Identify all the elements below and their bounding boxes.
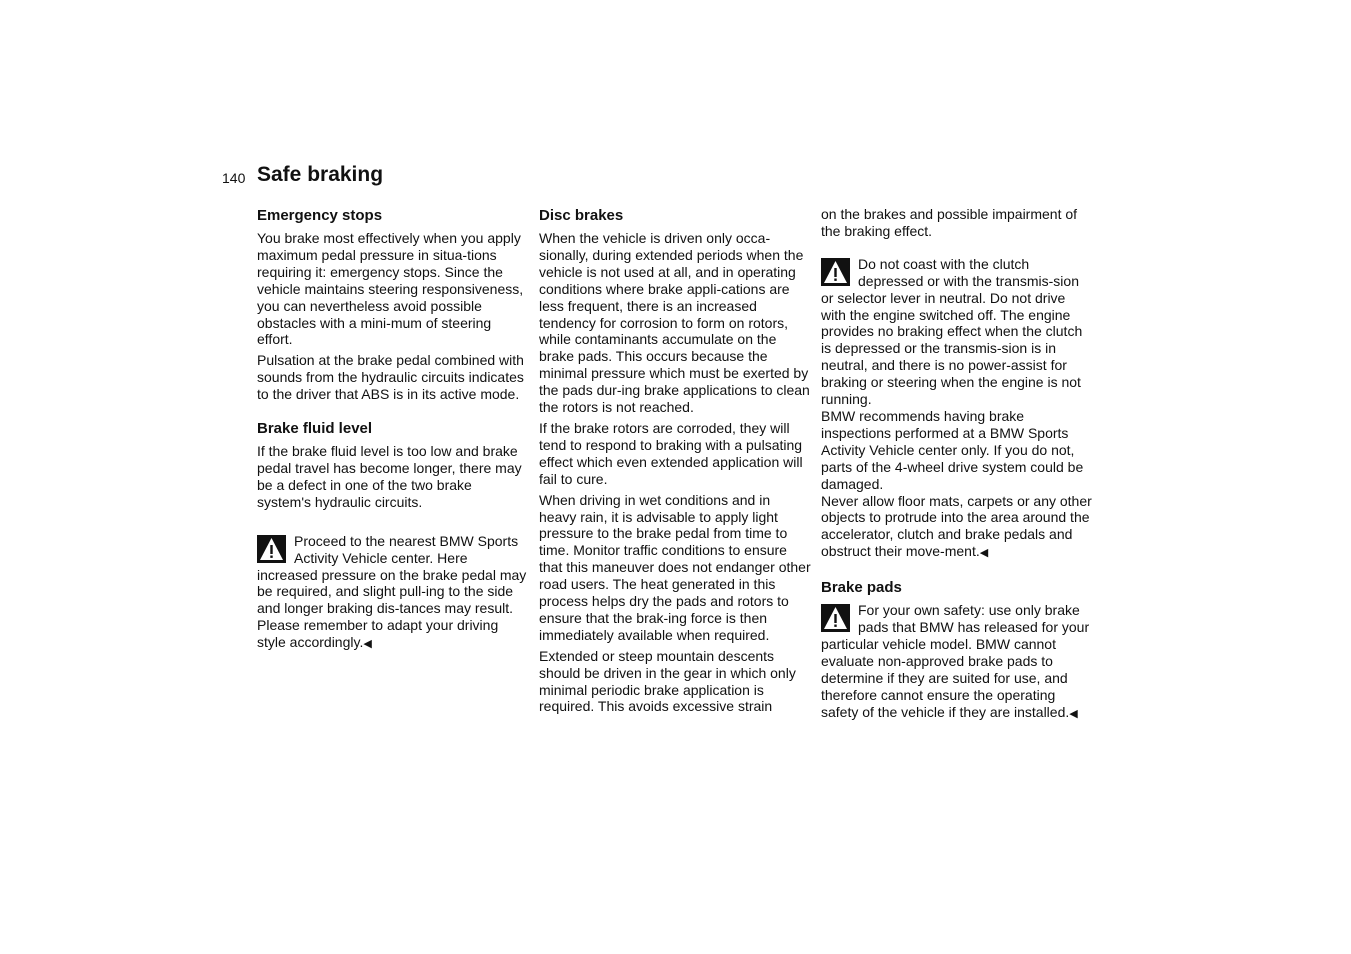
emergency-stops-heading: Emergency stops — [257, 207, 383, 224]
coasting-warning-text: Do not coast with the clutch depressed or with the transmis-sion or selector lever in neutral. Do not drive with the engine switched off. The engine provides no braking effect when the clutch is depressed or the transmis-sion is in neutral, and there is no power-assist for braking or steering when the engine is not running. — [821, 255, 1083, 408]
brake-fluid-warning — [257, 533, 529, 653]
disc-brakes-paragraph-1: When the vehicle is driven only occa-sionally, during extended periods when the vehicle is not used at all, and in operating conditions where brake appli-cations are less frequent, there is an increased tendency for corrosion to form on rotors, while contaminants accumulate on the brake pads. This occurs because the minimal pressure which must be exerted by the pads dur-ing brake applications to clean the rotors is not reached. — [539, 230, 810, 416]
brake-pads-warning — [821, 602, 1093, 722]
inspection-paragraph: BMW recommends having brake inspections performed at a BMW Sports Activity Vehicle center only. If you do not, parts of the 4-wheel drive system could be damaged. — [821, 407, 1084, 492]
column-3 — [821, 206, 1093, 726]
brake-pads-heading: Brake pads — [821, 579, 902, 597]
emergency-stops-paragraph-2: Pulsation at the brake pedal combined with sounds from the hydraulic circuits indicates to the driver that ABS is in its active mode. — [257, 352, 524, 403]
brake-pads-warning-text: For your own safety: use only brake pads that BMW has released for your particular vehicle model. BMW cannot evaluate non-approved brake pads to determine if they are suited for use, and therefore cannot ensure the operating safety of the vehicle if they are installed. — [821, 602, 1090, 720]
disc-brakes-paragraph-2: If the brake rotors are corroded, they will tend to respond to braking with a pulsating effect which even extended application will fail to cure. — [539, 419, 803, 487]
brake-fluid-warning-text: Proceed to the nearest BMW Sports Activity Vehicle center. Here increased pressure on the brake pedal may be required, and slight pull-ing to the side and longer braking dis-tances may result. Please remember to adapt your driving style accordingly. — [257, 532, 527, 651]
disc-brakes-heading: Disc brakes — [539, 207, 624, 224]
end-mark-triangle-icon: ◀ — [363, 638, 372, 651]
warning-triangle-icon — [257, 535, 286, 563]
column-2 — [539, 206, 811, 719]
end-mark-triangle-icon: ◀ — [979, 547, 989, 560]
coasting-warning — [821, 256, 1093, 408]
warning-triangle-icon — [821, 258, 850, 286]
page-title: Safe braking — [257, 163, 384, 186]
column-1 — [257, 206, 529, 657]
brake-fluid-paragraph: If the brake fluid level is too low and brake pedal travel has become longer, there may be a defect in one of the two brake system's hydraulic circuits. — [257, 443, 522, 510]
brake-fluid-heading: Brake fluid level — [257, 420, 373, 438]
floor-mats-text: Never allow floor mats, carpets or any other objects to protrude into the area around the accelerator, clutch and brake pedals and obstruct their move-ment. — [821, 492, 1092, 560]
disc-brakes-paragraph-4: Extended or steep mountain descents should be driven in the gear in which only minimal periodic brake application is required. This avoids excessive strain — [539, 647, 796, 715]
floor-mats-paragraph — [821, 493, 1093, 563]
page-number: 140 — [222, 170, 246, 186]
disc-brakes-paragraph-3: When driving in wet conditions and in heavy rain, it is advisable to apply light pressure to the brake pedal from time to time. Monitor traffic conditions to ensure that this maneuver does not endanger other road users. The heat generated in this process helps dry the pads and rotors to ensure that the brak-ing force is then immediately available when required. — [539, 491, 811, 643]
continued-paragraph: on the brakes and possible impairment of the braking effect. — [821, 206, 1078, 239]
end-mark-triangle-icon: ◀ — [1069, 707, 1078, 720]
warning-triangle-icon — [821, 604, 850, 632]
emergency-stops-paragraph-1: You brake most effectively when you apply maximum pedal pressure in situa-tions requiring it: emergency stops. Since the vehicle maintains steering responsiveness, you can nevertheless avoid possible obstacles with a mini-mum of steering effort. — [257, 230, 524, 348]
